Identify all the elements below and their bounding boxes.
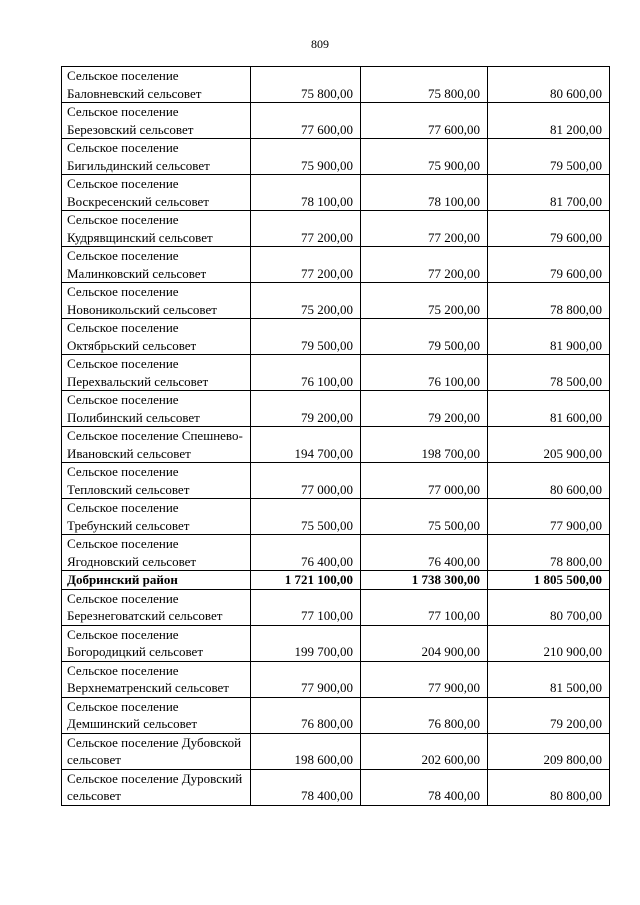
value-2022-cell: 78 100,00 [251,175,361,211]
table-row [62,625,610,661]
value-2023-cell: 202 600,00 [361,733,488,769]
table-row [62,319,610,355]
settlement-name-cell: Сельское поселение Воскресенский сельсовет [62,175,251,211]
settlement-name-cell: Сельское поселение Тепловский сельсовет [62,463,251,499]
value-2022-cell: 77 600,00 [251,103,361,139]
settlement-name-cell: Сельское поселение Требунский сельсовет [62,499,251,535]
value-2022-cell: 79 500,00 [251,319,361,355]
value-2024-cell: 77 900,00 [488,499,610,535]
value-2023-cell: 1 738 300,00 [361,571,488,590]
value-2023-cell: 79 200,00 [361,391,488,427]
settlement-name-cell: Сельское поселение Кудрявщинский сельсовет [62,211,251,247]
value-2023-cell: 77 000,00 [361,463,488,499]
value-2024-cell: 79 600,00 [488,211,610,247]
settlement-name-cell: Сельское поселение Малинковский сельсовет [62,247,251,283]
value-2023-cell: 204 900,00 [361,625,488,661]
table-row [62,103,610,139]
value-2023-cell: 76 800,00 [361,697,488,733]
table-row [62,733,610,769]
value-2024-cell: 209 800,00 [488,733,610,769]
settlement-name-cell: Сельское поселение Дуровский сельсовет [62,769,251,805]
value-2024-cell: 81 600,00 [488,391,610,427]
value-2024-cell: 81 500,00 [488,661,610,697]
settlement-name-cell: Сельское поселение Березнеговатский сельсовет [62,589,251,625]
value-2024-cell: 80 600,00 [488,463,610,499]
settlement-name-cell: Сельское поселение Октябрьский сельсовет [62,319,251,355]
settlement-name-cell: Сельское поселение Полибинский сельсовет [62,391,251,427]
value-2024-cell: 1 805 500,00 [488,571,610,590]
value-2024-cell: 81 700,00 [488,175,610,211]
settlement-name-cell: Сельское поселение Спешнево-Ивановский сельсовет [62,427,251,463]
table-row [62,769,610,805]
table-row [62,697,610,733]
table-body [62,67,610,806]
value-2022-cell: 78 400,00 [251,769,361,805]
value-2024-cell: 210 900,00 [488,625,610,661]
value-2023-cell: 77 200,00 [361,211,488,247]
value-2023-cell: 77 900,00 [361,661,488,697]
settlement-name-cell: Сельское поселение Перехвальский сельсовет [62,355,251,391]
value-2022-cell: 79 200,00 [251,391,361,427]
table-row [62,571,610,590]
table-row [62,661,610,697]
table-row [62,139,610,175]
value-2023-cell: 76 400,00 [361,535,488,571]
page-number: 809 [311,37,329,51]
settlement-name-cell: Сельское поселение Ягодновский сельсовет [62,535,251,571]
table-row [62,247,610,283]
value-2022-cell: 76 400,00 [251,535,361,571]
table-row [62,211,610,247]
value-2023-cell: 75 200,00 [361,283,488,319]
value-2022-cell: 77 200,00 [251,247,361,283]
value-2023-cell: 75 800,00 [361,67,488,103]
settlement-name-cell: Сельское поселение Богородицкий сельсовет [62,625,251,661]
value-2022-cell: 194 700,00 [251,427,361,463]
value-2024-cell: 80 600,00 [488,67,610,103]
value-2022-cell: 77 100,00 [251,589,361,625]
value-2022-cell: 76 100,00 [251,355,361,391]
settlement-name-cell: Сельское поселение Новоникольский сельсовет [62,283,251,319]
value-2022-cell: 198 600,00 [251,733,361,769]
value-2024-cell: 80 700,00 [488,589,610,625]
value-2024-cell: 78 500,00 [488,355,610,391]
value-2023-cell: 79 500,00 [361,319,488,355]
value-2024-cell: 78 800,00 [488,283,610,319]
settlement-name-cell: Сельское поселение Бигильдинский сельсовет [62,139,251,175]
value-2023-cell: 75 900,00 [361,139,488,175]
table-row [62,67,610,103]
value-2023-cell: 76 100,00 [361,355,488,391]
value-2023-cell: 75 500,00 [361,499,488,535]
value-2023-cell: 198 700,00 [361,427,488,463]
settlement-name-cell: Сельское поселение Демшинский сельсовет [62,697,251,733]
value-2024-cell: 80 800,00 [488,769,610,805]
settlement-name-cell: Сельское поселение Дубовской сельсовет [62,733,251,769]
value-2022-cell: 75 200,00 [251,283,361,319]
settlement-name-cell: Сельское поселение Березовский сельсовет [62,103,251,139]
value-2024-cell: 205 900,00 [488,427,610,463]
table-row [62,535,610,571]
value-2023-cell: 77 100,00 [361,589,488,625]
value-2022-cell: 199 700,00 [251,625,361,661]
table-row [62,175,610,211]
value-2022-cell: 77 000,00 [251,463,361,499]
table-row [62,499,610,535]
settlement-name-cell: Сельское поселение Верхнематренский сельсовет [62,661,251,697]
value-2022-cell: 75 500,00 [251,499,361,535]
table-row [62,283,610,319]
value-2024-cell: 81 200,00 [488,103,610,139]
value-2023-cell: 78 400,00 [361,769,488,805]
value-2023-cell: 77 200,00 [361,247,488,283]
value-2023-cell: 78 100,00 [361,175,488,211]
value-2024-cell: 79 600,00 [488,247,610,283]
value-2022-cell: 75 800,00 [251,67,361,103]
table-row [62,391,610,427]
value-2022-cell: 77 900,00 [251,661,361,697]
value-2024-cell: 79 200,00 [488,697,610,733]
value-2022-cell: 76 800,00 [251,697,361,733]
value-2022-cell: 1 721 100,00 [251,571,361,590]
table-row [62,355,610,391]
value-2022-cell: 75 900,00 [251,139,361,175]
value-2023-cell: 77 600,00 [361,103,488,139]
value-2024-cell: 78 800,00 [488,535,610,571]
table-row [62,427,610,463]
value-2024-cell: 81 900,00 [488,319,610,355]
table-row [62,589,610,625]
value-2022-cell: 77 200,00 [251,211,361,247]
value-2024-cell: 79 500,00 [488,139,610,175]
settlement-name-cell: Сельское поселение Баловневский сельсовет [62,67,251,103]
budget-table [61,66,610,806]
settlement-name-cell: Добринский район [62,571,251,590]
table-row [62,463,610,499]
